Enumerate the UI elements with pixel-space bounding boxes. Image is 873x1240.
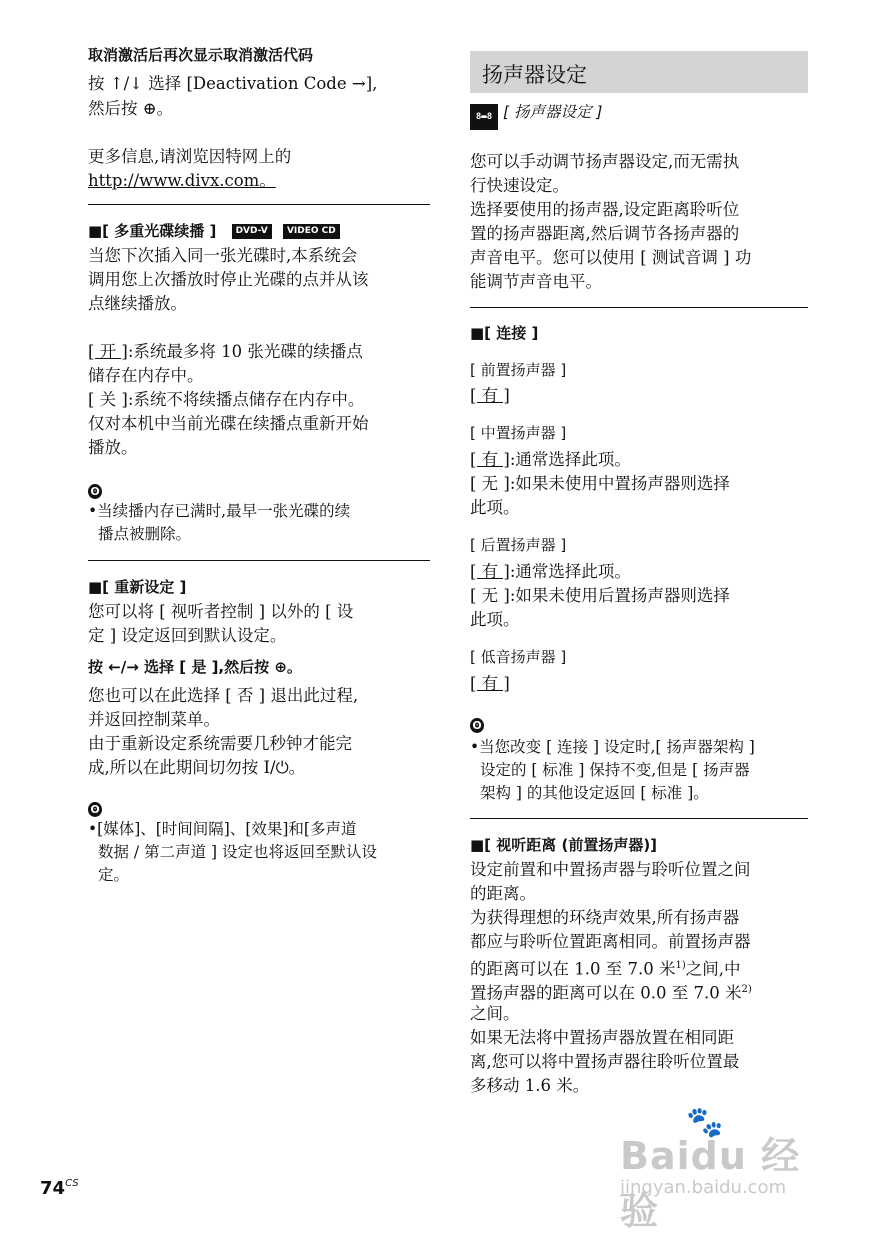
dvd-v-badge: DVD-V — [232, 224, 272, 239]
reset-desc-5: 由于重新设定系统需要几秒钟才能完 — [88, 734, 352, 753]
reset-tip-line-3: 定。 — [98, 866, 130, 884]
distance-desc-5b: 之间,中 — [685, 959, 741, 979]
distance-desc-9: 离,您可以将中置扬声器往聆听位置最 — [470, 1052, 740, 1071]
connection-tip — [470, 736, 818, 805]
intro-2: 行快速设定。 — [470, 176, 569, 195]
tip-icon: ʘ — [88, 480, 102, 499]
connection-tip-line-3: 架构 ] 的其他设定返回 [ 标准 ]。 — [480, 784, 709, 802]
on-desc: :系统最多将 10 张光碟的续播点 — [127, 342, 363, 361]
more-info-text: 更多信息,请浏览因特网上的 — [88, 147, 292, 166]
reset-instruction: 按 ←/→ 选择 [ 是 ],然后按 ⊕。 — [88, 658, 302, 676]
multi-disc-resume-heading — [88, 220, 340, 241]
distance-desc-2: 的距离。 — [470, 884, 536, 903]
distance-desc-10: 多移动 1.6 米。 — [470, 1076, 590, 1095]
tip-icon: ʘ — [470, 714, 484, 733]
reset-desc-1: 您可以将 [ 视听者控制 ] 以外的 [ 设 — [88, 602, 354, 621]
rear-speaker-heading: [ 后置扬声器 ] — [470, 536, 567, 554]
distance-heading: ■[ 视听距离 (前置扬声器)] — [470, 836, 658, 854]
divider — [88, 204, 430, 205]
page-number-value: 74 — [40, 1178, 66, 1199]
tip-icon: ʘ — [88, 798, 102, 817]
center-yes-option — [470, 448, 631, 473]
on-label: [ 开 ] — [88, 342, 128, 361]
resume-off-2: 仅对本机中当前光碟在续播点重新开始 — [88, 414, 369, 433]
center-no-1: [ 无 ]:如果未使用中置扬声器则选择 — [470, 474, 730, 493]
intro-1: 您可以手动调节扬声器设定,而无需执 — [470, 152, 740, 171]
section-title: 扬声器设定 — [482, 63, 587, 87]
distance-desc-5a: 的距离可以在 1.0 至 7.0 米 — [470, 959, 676, 979]
rear-yes-desc: :通常选择此项。 — [509, 562, 631, 581]
reset-heading: ■[ 重新设定 ] — [88, 578, 187, 596]
resume-off-1: [ 关 ]:系统不将续播点储存在内存中。 — [88, 390, 365, 409]
intro-3: 选择要使用的扬声器,设定距离聆听位 — [470, 200, 740, 219]
connection-tip-line-2: 设定的 [ 标准 ] 保持不变,但是 [ 扬声器 — [480, 761, 750, 779]
multi-disc-resume-title: ■[ 多重光碟续播 ] — [88, 222, 217, 240]
distance-desc-7: 之间。 — [470, 1004, 520, 1023]
resume-tip-line-2: 播点被删除。 — [98, 525, 192, 543]
watermark-brand: Baidu 经验 — [620, 1134, 801, 1233]
center-no-2: 此项。 — [470, 498, 520, 517]
center-yes-label: [ 有 ] — [470, 450, 510, 469]
subwoofer-heading: [ 低音扬声器 ] — [470, 648, 567, 666]
reset-tip-line-1: •[媒体]、[时间间隔]、[效果]和[多声道 — [88, 820, 357, 838]
deactivation-instruction-1: 按 ↑/↓ 选择 [Deactivation Code →], — [88, 74, 378, 93]
reset-tip-line-2: 数据 / 第二声道 ] 设定也将返回至默认设 — [98, 843, 377, 861]
front-speaker-heading: [ 前置扬声器 ] — [470, 361, 567, 379]
divider — [88, 560, 430, 561]
deactivation-instruction-2: 然后按 ⊕。 — [88, 99, 174, 118]
front-speaker-value: [ 有 ] — [470, 386, 510, 405]
divider — [470, 307, 808, 308]
menu-caption: [ 扬声器设定 ] — [503, 103, 603, 121]
resume-on-option — [88, 340, 363, 365]
distance-desc-1: 设定前置和中置扬声器与聆听位置之间 — [470, 860, 751, 879]
intro-5: 声音电平。您可以使用 [ 测试音调 ] 功 — [470, 248, 752, 267]
watermark-url: jingyan.baidu.com — [620, 1177, 787, 1198]
distance-desc-6a: 置扬声器的距离可以在 0.0 至 7.0 米 — [470, 983, 742, 1003]
reset-desc-6: 成,所以在此期间切勿按 I/⏻。 — [88, 758, 306, 777]
footnote-2-ref: 2) — [741, 984, 752, 995]
connection-tip-line-1: •当您改变 [ 连接 ] 设定时,[ 扬声器架构 ] — [470, 738, 755, 756]
subwoofer-value: [ 有 ] — [470, 674, 510, 693]
video-cd-badge: VIDEO CD — [283, 224, 340, 239]
reset-desc-4: 并返回控制菜单。 — [88, 710, 220, 729]
intro-6: 能调节声音电平。 — [470, 272, 602, 291]
resume-on-desc-2: 储存在内存中。 — [88, 366, 204, 385]
reset-desc-2: 定 ] 设定返回到默认设定。 — [88, 626, 287, 645]
page-locale-suffix: CS — [65, 1178, 79, 1189]
deactivation-heading: 取消激活后再次显示取消激活代码 — [88, 46, 314, 64]
section-title-bar — [470, 51, 808, 93]
resume-tip — [88, 500, 440, 546]
center-speaker-heading: [ 中置扬声器 ] — [470, 424, 567, 442]
rear-yes-option — [470, 560, 631, 585]
rear-no-2: 此项。 — [470, 610, 520, 629]
divx-link[interactable]: http://www.divx.com。 — [88, 171, 276, 190]
reset-desc-3: 您也可以在此选择 [ 否 ] 退出此过程, — [88, 686, 359, 705]
rear-yes-label: [ 有 ] — [470, 562, 510, 581]
resume-desc-2: 调用您上次播放时停止光碟的点并从该 — [88, 270, 369, 289]
page-number — [40, 1178, 79, 1199]
baidu-watermark — [620, 1105, 820, 1233]
footnote-1-ref: 1) — [675, 960, 686, 971]
paw-icon: 🐾 — [686, 1105, 724, 1140]
reset-tip — [88, 818, 440, 887]
distance-desc-4: 都应与聆听位置距离相同。前置扬声器 — [470, 932, 751, 951]
resume-desc-1: 当您下次插入同一张光碟时,本系统会 — [88, 246, 358, 265]
resume-desc-3: 点继续播放。 — [88, 294, 187, 313]
connection-heading: ■[ 连接 ] — [470, 324, 539, 342]
rear-no-1: [ 无 ]:如果未使用后置扬声器则选择 — [470, 586, 730, 605]
center-yes-desc: :通常选择此项。 — [509, 450, 631, 469]
distance-desc-8: 如果无法将中置扬声器放置在相同距 — [470, 1028, 734, 1047]
resume-tip-line-1: •当续播内存已满时,最早一张光碟的续 — [88, 502, 351, 520]
speaker-setup-menu-icon: 8▬8 — [470, 104, 498, 130]
divider — [470, 818, 808, 819]
distance-desc-3: 为获得理想的环绕声效果,所有扬声器 — [470, 908, 740, 927]
resume-off-3: 播放。 — [88, 438, 138, 457]
intro-4: 置的扬声器距离,然后调节各扬声器的 — [470, 224, 740, 243]
